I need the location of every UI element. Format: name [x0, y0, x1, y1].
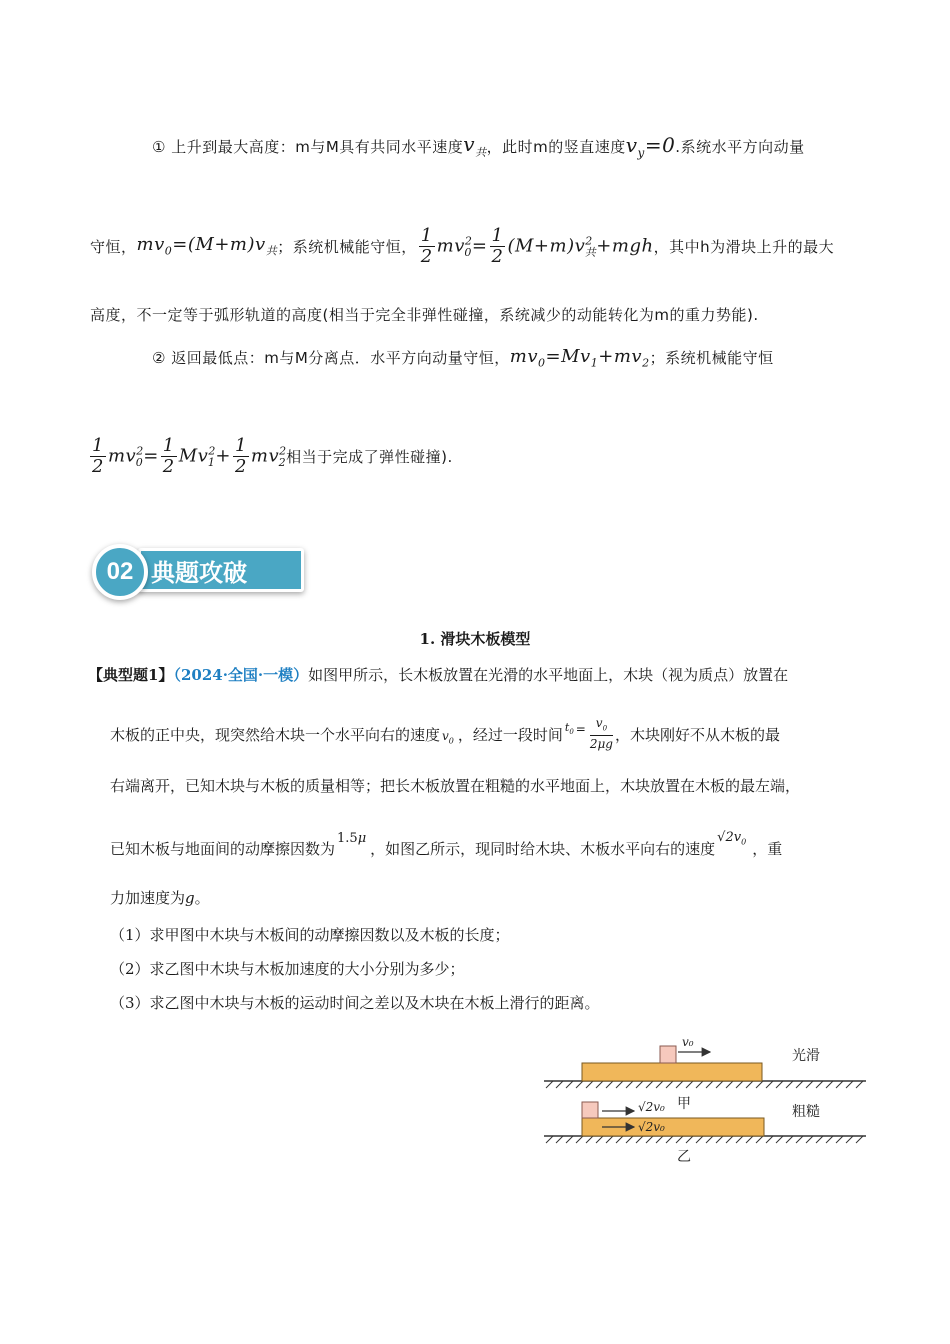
note-text: 相当于完成了弹性碰撞).: [286, 448, 453, 466]
problem-tag: 【典型题1】: [88, 666, 174, 684]
board-top: [582, 1063, 762, 1081]
question-3: （3）求乙图中木块与木板的运动时间之差以及木块在木板上滑行的距离。: [110, 994, 600, 1012]
problem-text: 如图甲所示，长木板放置在光滑的水平地面上，木块（视为质点）放置在: [308, 666, 789, 684]
problem-text: 木板的正中央，现突然给木块一个水平向右的速度: [110, 725, 441, 744]
problem-source: （2024·全国·一模）: [173, 666, 309, 684]
math-equals: =: [575, 722, 586, 737]
note-line-1: [152, 132, 805, 160]
problem-text: 已知木板与地面间的动摩擦因数为: [110, 840, 336, 858]
note-line-3: 高度，不一定等于弧形轨道的高度(相当于完全非弹性碰撞，系统减少的动能转化为m的重力势能).: [90, 306, 759, 324]
math-momentum: $mv_0=(M+m)v_共$: [136, 234, 278, 258]
math-v-common: $v_共$: [463, 132, 487, 159]
ground-hatch: [546, 1136, 863, 1143]
smooth-label: 光滑: [792, 1048, 820, 1064]
note-text: ① 上升到最大高度：m与M具有共同水平速度: [152, 137, 464, 156]
problem-text: 。: [194, 889, 210, 907]
caption-yi: 乙: [677, 1149, 691, 1165]
problem-text: 力加速度为: [110, 889, 186, 907]
problem-line-5: [110, 887, 210, 908]
problem-line-4: [110, 828, 782, 859]
problem-line-3: 右端离开，已知木块与木板的质量相等；把长木板放置在粗糙的水平地面上，木块放置在木板的最左端，: [110, 777, 801, 795]
note-text: ；系统机械能守恒，: [277, 238, 417, 256]
problem-line-2: [110, 716, 780, 752]
ground-hatch: [546, 1081, 863, 1088]
math-t0-fraction: $\frac{v_0}{2\mu g}$: [589, 716, 613, 752]
banner-title: 典题攻破: [138, 548, 304, 592]
note-line-2: [90, 226, 834, 267]
section-banner: [92, 540, 322, 602]
note-text: ，此时m的竖直速度: [486, 137, 626, 156]
problem-text: ，如图乙所示，现同时给木块、木板水平向右的速度: [370, 840, 716, 858]
math-momentum-return: $mv_0=Mv_1+mv_2$: [509, 346, 650, 370]
problem-text: ，经过一段时间: [457, 725, 563, 744]
diagram-rough: [544, 1100, 866, 1165]
board-velocity-label: √2v₀: [638, 1120, 665, 1134]
math-sqrt2-v0: $√2v_0$: [717, 830, 747, 847]
note-text: .系统水平方向动量: [675, 137, 805, 156]
rough-label: 粗糙: [792, 1104, 820, 1120]
math-v0: $v_0$: [442, 729, 454, 746]
block-top: [660, 1046, 676, 1063]
math-g: g: [185, 889, 195, 907]
math-mu-coefficient: 1.5μ: [337, 831, 367, 846]
note-text: ，其中h为滑块上升的最大: [653, 238, 835, 256]
section-title: 1. 滑块木板模型: [419, 630, 531, 648]
note-line-4: [152, 346, 774, 370]
problem-line-1: [88, 664, 788, 685]
math-energy-return: $\frac{1}{2}$ $mv^2_0=$ $\frac{1}{2}$ $Mv^2_1+$ $\frac{1}{2}$ $mv^2_2$: [92, 435, 287, 477]
v0-label: v₀: [682, 1035, 694, 1049]
problem-text: ，木块刚好不从木板的最: [614, 725, 780, 744]
block-velocity-label: √2v₀: [638, 1100, 665, 1114]
banner-number: 02: [92, 544, 148, 600]
caption-jia: 甲: [677, 1096, 691, 1112]
note-text: ② 返回最低点：m与M分离点．水平方向动量守恒，: [152, 349, 510, 368]
math-t0: $t_0$: [564, 720, 574, 736]
question-2: （2）求乙图中木块与木板加速度的大小分别为多少；: [110, 960, 465, 978]
problem-text: ，重: [752, 840, 783, 858]
note-text: ；系统机械能守恒: [649, 349, 774, 368]
diagram-smooth: [544, 1035, 866, 1112]
board-block-figure: [540, 1018, 870, 1168]
math-vy-zero: $v_y=0$: [625, 132, 676, 160]
question-1: （1）求甲图中木块与木板间的动摩擦因数以及木板的长度；: [110, 926, 510, 944]
note-text: 守恒，: [90, 238, 137, 256]
math-energy: $\frac{1}{2}$ $mv^2_0=$ $\frac{1}{2}$ $(M+m)v^2_共+mgh$: [420, 225, 654, 267]
block-bottom: [582, 1102, 598, 1118]
note-line-5: [88, 436, 453, 477]
